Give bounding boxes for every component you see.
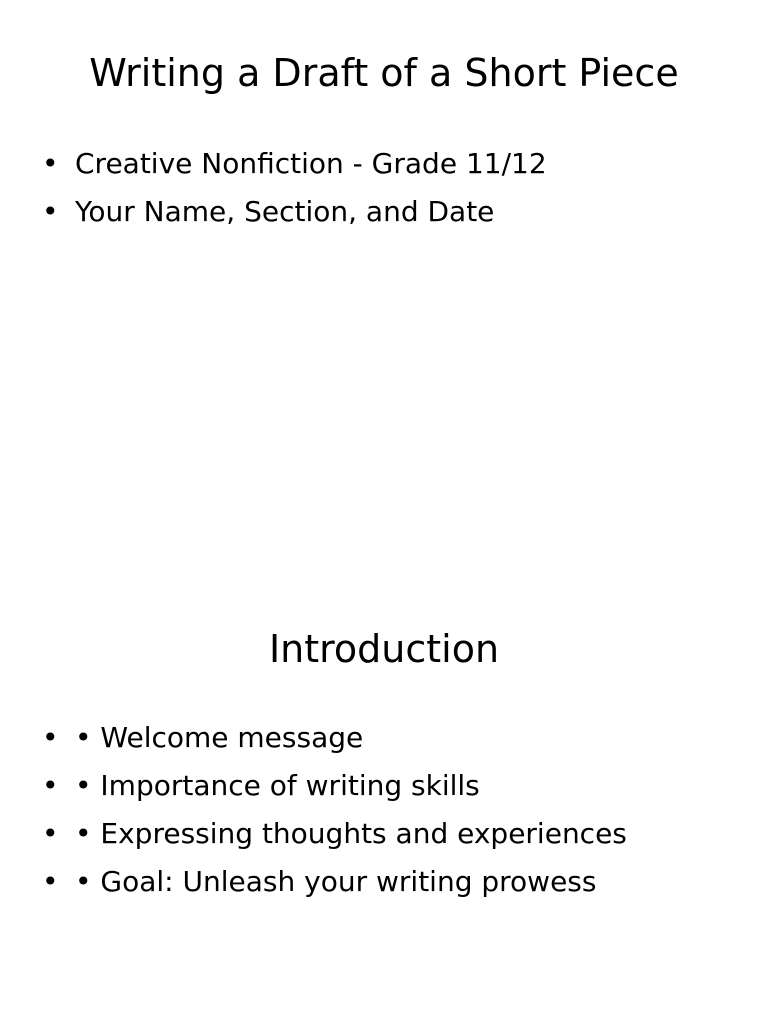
slide-title-heading: Writing a Draft of a Short Piece <box>89 51 679 95</box>
bullet-item <box>42 188 547 236</box>
bullet-item <box>42 858 627 906</box>
bullet-item <box>42 714 627 762</box>
bullet-text: • Importance of writing skills <box>75 769 480 802</box>
slide-introduction <box>0 576 768 1024</box>
bullet-text: • Goal: Unleash your writing prowess <box>75 865 597 898</box>
bullet-item <box>42 810 627 858</box>
bullet-icon: • <box>42 721 59 754</box>
bullet-icon: • <box>42 865 59 898</box>
slide-introduction-bullet-list <box>42 714 627 906</box>
bullet-text: • Welcome message <box>75 721 364 754</box>
bullet-text: Creative Nonfiction - Grade 11/12 <box>75 147 547 180</box>
bullet-text: • Expressing thoughts and experiences <box>75 817 627 850</box>
slide-title-bullet-list <box>42 140 547 236</box>
slide-introduction-heading: Introduction <box>268 627 500 671</box>
bullet-item <box>42 140 547 188</box>
bullet-text: Your Name, Section, and Date <box>75 195 495 228</box>
bullet-item <box>42 762 627 810</box>
bullet-icon: • <box>42 769 59 802</box>
bullet-icon: • <box>42 147 59 180</box>
bullet-icon: • <box>42 817 59 850</box>
bullet-icon: • <box>42 195 59 228</box>
